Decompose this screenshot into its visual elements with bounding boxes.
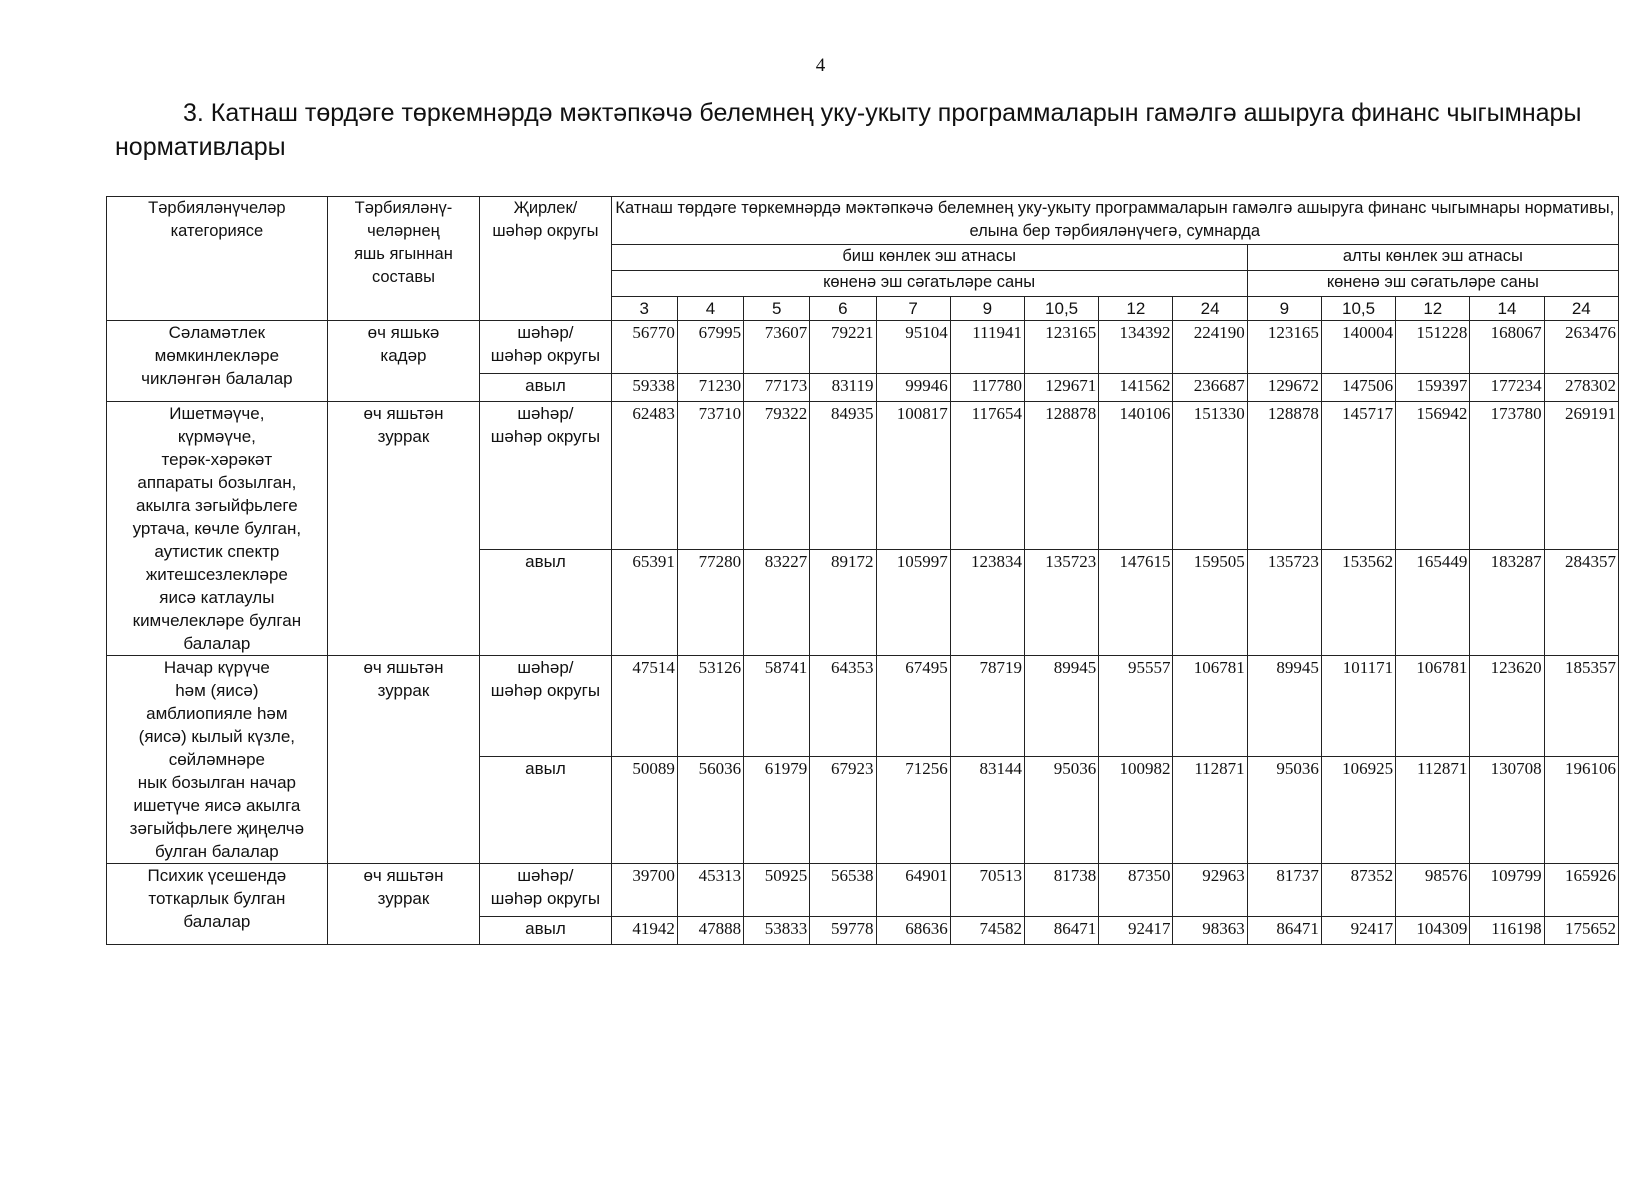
- value-cell: 50925: [744, 864, 810, 917]
- value-cell: 147615: [1099, 550, 1173, 656]
- value-cell: 123165: [1024, 321, 1098, 374]
- value-cell: 56538: [810, 864, 876, 917]
- value-cell: 62483: [611, 402, 677, 550]
- table-row: [107, 321, 1619, 374]
- header-age: Тәрбияләнү- челәрнең яшь ягыннан составы: [327, 197, 480, 321]
- hours-header: 12: [1099, 297, 1173, 321]
- value-cell: 101171: [1321, 656, 1395, 757]
- value-cell: 117654: [950, 402, 1024, 550]
- hours-header: 10,5: [1024, 297, 1098, 321]
- category-cell: Сәламәтлек мөмкинлекләре чикләнгән балалар: [107, 321, 328, 402]
- value-cell: 79221: [810, 321, 876, 374]
- value-cell: 128878: [1247, 402, 1321, 550]
- value-cell: 95036: [1024, 756, 1098, 863]
- value-cell: 61979: [744, 756, 810, 863]
- value-cell: 53126: [677, 656, 743, 757]
- value-cell: 79322: [744, 402, 810, 550]
- value-cell: 145717: [1321, 402, 1395, 550]
- value-cell: 89172: [810, 550, 876, 656]
- value-cell: 112871: [1173, 756, 1247, 863]
- value-cell: 159397: [1396, 374, 1470, 402]
- value-cell: 56036: [677, 756, 743, 863]
- value-cell: 56770: [611, 321, 677, 374]
- hours-header: 7: [876, 297, 950, 321]
- value-cell: 112871: [1396, 756, 1470, 863]
- table-row: [107, 864, 1619, 917]
- value-cell: 140106: [1099, 402, 1173, 550]
- value-cell: 95036: [1247, 756, 1321, 863]
- value-cell: 83227: [744, 550, 810, 656]
- value-cell: 83144: [950, 756, 1024, 863]
- location-cell: авыл: [480, 374, 611, 402]
- value-cell: 269191: [1544, 402, 1618, 550]
- value-cell: 64901: [876, 864, 950, 917]
- value-cell: 95557: [1099, 656, 1173, 757]
- value-cell: 78719: [950, 656, 1024, 757]
- normatives-table: [106, 196, 1619, 945]
- value-cell: 58741: [744, 656, 810, 757]
- value-cell: 129672: [1247, 374, 1321, 402]
- hours-header: 6: [810, 297, 876, 321]
- value-cell: 263476: [1544, 321, 1618, 374]
- value-cell: 87350: [1099, 864, 1173, 917]
- header-hours-label-5: көненә эш сәгатьләре саны: [611, 271, 1247, 297]
- value-cell: 67495: [876, 656, 950, 757]
- value-cell: 50089: [611, 756, 677, 863]
- value-cell: 123620: [1470, 656, 1544, 757]
- hours-header: 3: [611, 297, 677, 321]
- value-cell: 39700: [611, 864, 677, 917]
- value-cell: 151228: [1396, 321, 1470, 374]
- value-cell: 140004: [1321, 321, 1395, 374]
- value-cell: 95104: [876, 321, 950, 374]
- value-cell: 106925: [1321, 756, 1395, 863]
- value-cell: 224190: [1173, 321, 1247, 374]
- value-cell: 71230: [677, 374, 743, 402]
- value-cell: 59338: [611, 374, 677, 402]
- value-cell: 117780: [950, 374, 1024, 402]
- value-cell: 106781: [1396, 656, 1470, 757]
- header-main: Катнаш төрдәге төркемнәрдә мәктәпкәчә белемнең уку-укыту программаларын гамәлгә ашыруга финанс чыгымнары нормативы, елына бер тәрбияләнүчегә, сумнарда: [611, 197, 1618, 245]
- category-cell: Начар күрүче һәм (яисә) амблиопияле һәм (яисә) кылый күзле, сөйләмнәре нык бозылган начар ишетүче яисә акылга зәгыйфьлеге җиңелчә булган балалар: [107, 656, 328, 864]
- value-cell: 100982: [1099, 756, 1173, 863]
- location-cell: шәһәр/ шәһәр округы: [480, 402, 611, 550]
- hours-header: 10,5: [1321, 297, 1395, 321]
- value-cell: 71256: [876, 756, 950, 863]
- header-five-day-week: биш көнлек эш атнасы: [611, 245, 1247, 271]
- value-cell: 86471: [1247, 917, 1321, 945]
- value-cell: 123165: [1247, 321, 1321, 374]
- page-number: 4: [815, 55, 826, 76]
- value-cell: 116198: [1470, 917, 1544, 945]
- value-cell: 87352: [1321, 864, 1395, 917]
- value-cell: 53833: [744, 917, 810, 945]
- value-cell: 98576: [1396, 864, 1470, 917]
- value-cell: 73710: [677, 402, 743, 550]
- header-location: Җирлек/ шәһәр округы: [480, 197, 611, 321]
- header-hours-label-6: көненә эш сәгатьләре саны: [1247, 271, 1618, 297]
- value-cell: 159505: [1173, 550, 1247, 656]
- value-cell: 81738: [1024, 864, 1098, 917]
- value-cell: 89945: [1247, 656, 1321, 757]
- value-cell: 67923: [810, 756, 876, 863]
- value-cell: 77173: [744, 374, 810, 402]
- value-cell: 141562: [1099, 374, 1173, 402]
- value-cell: 153562: [1321, 550, 1395, 656]
- category-cell: Ишетмәүче, күрмәүче, терәк-хәрәкәт аппараты бозылган, акылга зәгыйфьлеге уртача, көчле булган, аутистик спектр житешсезлекләре яисә катлаулы кимчелекләре булган балалар: [107, 402, 328, 656]
- value-cell: 147506: [1321, 374, 1395, 402]
- value-cell: 84935: [810, 402, 876, 550]
- section-title: 3. Катнаш төрдәге төркемнәрдә мәктәпкәчә белемнең уку-укыту программаларын гамәлгә ашыруга финанс чыгымнары нормативлары: [115, 99, 1582, 161]
- value-cell: 105997: [876, 550, 950, 656]
- value-cell: 183287: [1470, 550, 1544, 656]
- hours-header: 24: [1544, 297, 1618, 321]
- value-cell: 109799: [1470, 864, 1544, 917]
- value-cell: 92417: [1099, 917, 1173, 945]
- value-cell: 86471: [1024, 917, 1098, 945]
- value-cell: 185357: [1544, 656, 1618, 757]
- location-cell: шәһәр/ шәһәр округы: [480, 656, 611, 757]
- value-cell: 89945: [1024, 656, 1098, 757]
- value-cell: 284357: [1544, 550, 1618, 656]
- value-cell: 236687: [1173, 374, 1247, 402]
- hours-header: 9: [950, 297, 1024, 321]
- value-cell: 128878: [1024, 402, 1098, 550]
- value-cell: 168067: [1470, 321, 1544, 374]
- value-cell: 278302: [1544, 374, 1618, 402]
- value-cell: 130708: [1470, 756, 1544, 863]
- value-cell: 59778: [810, 917, 876, 945]
- value-cell: 123834: [950, 550, 1024, 656]
- value-cell: 99946: [876, 374, 950, 402]
- value-cell: 151330: [1173, 402, 1247, 550]
- location-cell: шәһәр/ шәһәр округы: [480, 864, 611, 917]
- value-cell: 100817: [876, 402, 950, 550]
- location-cell: авыл: [480, 756, 611, 863]
- value-cell: 65391: [611, 550, 677, 656]
- value-cell: 68636: [876, 917, 950, 945]
- value-cell: 67995: [677, 321, 743, 374]
- value-cell: 177234: [1470, 374, 1544, 402]
- value-cell: 104309: [1396, 917, 1470, 945]
- value-cell: 41942: [611, 917, 677, 945]
- value-cell: 129671: [1024, 374, 1098, 402]
- value-cell: 106781: [1173, 656, 1247, 757]
- hours-header: 14: [1470, 297, 1544, 321]
- value-cell: 47888: [677, 917, 743, 945]
- table-row: [107, 656, 1619, 757]
- value-cell: 134392: [1099, 321, 1173, 374]
- age-cell: өч яшьтән зуррак: [327, 402, 480, 656]
- header-six-day-week: алты көнлек эш атнасы: [1247, 245, 1618, 271]
- hours-header: 24: [1173, 297, 1247, 321]
- header-category: Тәрбияләнүчеләр категориясе: [107, 197, 328, 321]
- value-cell: 83119: [810, 374, 876, 402]
- value-cell: 74582: [950, 917, 1024, 945]
- value-cell: 64353: [810, 656, 876, 757]
- hours-header: 5: [744, 297, 810, 321]
- value-cell: 92963: [1173, 864, 1247, 917]
- value-cell: 81737: [1247, 864, 1321, 917]
- table-row: [107, 402, 1619, 550]
- value-cell: 98363: [1173, 917, 1247, 945]
- location-cell: авыл: [480, 917, 611, 945]
- value-cell: 45313: [677, 864, 743, 917]
- age-cell: өч яшьтән зуррак: [327, 656, 480, 864]
- value-cell: 173780: [1470, 402, 1544, 550]
- value-cell: 135723: [1247, 550, 1321, 656]
- value-cell: 77280: [677, 550, 743, 656]
- hours-header: 4: [677, 297, 743, 321]
- value-cell: 73607: [744, 321, 810, 374]
- value-cell: 196106: [1544, 756, 1618, 863]
- value-cell: 175652: [1544, 917, 1618, 945]
- value-cell: 111941: [950, 321, 1024, 374]
- location-cell: авыл: [480, 550, 611, 656]
- hours-header: 12: [1396, 297, 1470, 321]
- hours-header: 9: [1247, 297, 1321, 321]
- value-cell: 135723: [1024, 550, 1098, 656]
- value-cell: 70513: [950, 864, 1024, 917]
- value-cell: 92417: [1321, 917, 1395, 945]
- value-cell: 165449: [1396, 550, 1470, 656]
- value-cell: 156942: [1396, 402, 1470, 550]
- age-cell: өч яшькә кадәр: [327, 321, 480, 402]
- category-cell: Психик үсешендә тоткарлык булган балалар: [107, 864, 328, 945]
- age-cell: өч яшьтән зуррак: [327, 864, 480, 945]
- value-cell: 47514: [611, 656, 677, 757]
- value-cell: 165926: [1544, 864, 1618, 917]
- location-cell: шәһәр/ шәһәр округы: [480, 321, 611, 374]
